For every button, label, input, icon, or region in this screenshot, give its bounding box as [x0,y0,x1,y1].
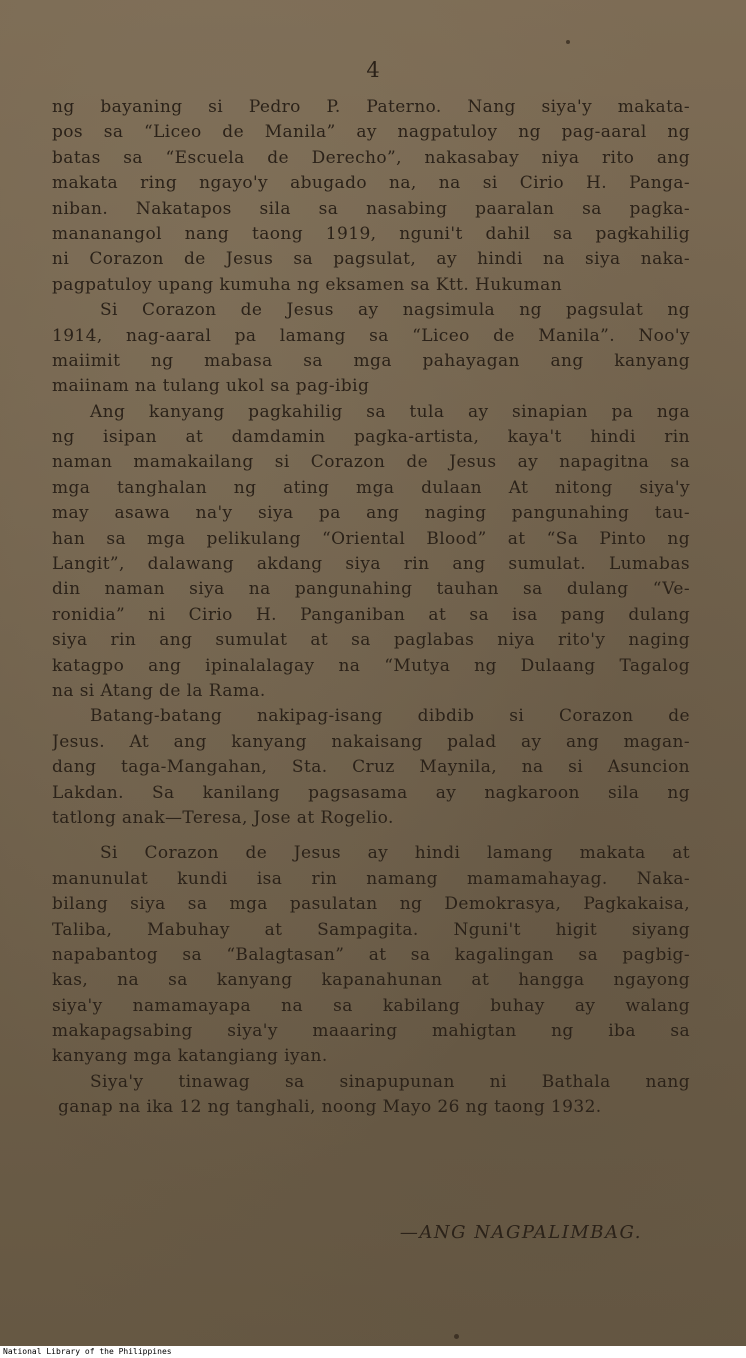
paragraph-gap [52,831,690,841]
text-line: batas sa “Escuela de Derecho”, nakasabay niya rito ang [52,147,690,168]
text-line: Jesus. At ang kanyang nakaisang palad ay ang magan- [52,731,690,752]
text-line: Batang-batang nakipag-isang dibdib si Corazon de [90,706,690,727]
text-line: mga tanghalan ng ating mga dulaan At nitong siya'y [52,477,690,498]
text-line: kas, na sa kanyang kapanahunan at hangga ngayong [52,970,690,991]
text-line: dang taga-Mangahan, Sta. Cruz Maynila, na si Asuncion [52,757,690,778]
text-line: Ang kanyang pagkahilig sa tula ay sinapian pa nga [90,401,690,422]
text-line: ganap na ika 12 ng tanghali, noong Mayo 26 ng taong 1932. [58,1097,602,1118]
text-line: katagpo ang ipinalalagay na “Mutya ng Dulaang Tagalog [52,655,690,676]
text-line: ng isipan at damdamin pagka-artista, kaya't hindi rin [52,427,690,448]
text-line: makata ring ngayo'y abugado na, na si Cirio H. Panga- [52,173,690,194]
text-line: pos sa “Liceo de Manila” ay nagpatuloy ng pag-aaral ng [52,122,690,143]
text-line: naman mamakailang si Corazon de Jesus ay napagitna sa [52,452,690,473]
signature-line: —ANG NAGPALIMBAG. [399,1222,642,1243]
text-line: Si Corazon de Jesus ay nagsimula ng pagsulat ng [100,300,690,321]
text-line: 1914, nag-aaral pa lamang sa “Liceo de Manila”. Noo'y [52,325,690,346]
text-line: din naman siya na pangunahing tauhan sa dulang “Ve- [52,579,690,600]
ink-speck [454,1334,459,1339]
text-line: maiimit ng mabasa sa mga pahayagan ang kanyang [52,350,690,371]
text-line: ronidia” ni Cirio H. Panganiban at sa isa pang dulang [52,604,690,625]
library-credit: National Library of the Philippines [0,1346,746,1358]
text-line: bilang siya sa mga pasulatan ng Demokrasya, Pagkakaisa, [52,894,690,915]
text-line: Siya'y tinawag sa sinapupunan ni Bathala nang [90,1071,690,1092]
ink-speck [566,40,570,44]
text-line: siya'y namamayapa na sa kabilang buhay ay walang [52,995,690,1016]
text-line: makapagsabing siya'y maaaring mahigtan ng iba sa [52,1021,690,1042]
text-line: may asawa na'y siya pa ang naging pangunahing tau- [52,503,690,524]
text-line: Taliba, Mabuhay at Sampagita. Nguni't higit siyang [52,919,690,940]
text-line: Si Corazon de Jesus ay hindi lamang makata at [100,843,690,864]
page-number: 4 [366,58,380,82]
text-line: na si Atang de la Rama. [52,680,266,701]
text-line: mananangol nang taong 1919, nguni't dahil sa pagkahilig [52,223,690,244]
text-line: manunulat kundi isa rin namang mamamahayag. Naka- [52,868,690,889]
text-line: siya rin ang sumulat at sa paglabas niya rito'y naging [52,630,690,651]
text-line: han sa mga pelikulang “Oriental Blood” at “Sa Pinto ng [52,528,690,549]
text-line: niban. Nakatapos sila sa nasabing paaralan sa pagka- [52,198,690,219]
text-line: tatlong anak—Teresa, Jose at Rogelio. [52,807,394,828]
text-line: maiinam na tulang ukol sa pag-ibig [52,376,370,397]
text-line: Langit”, dalawang akdang siya rin ang sumulat. Lumabas [52,554,690,575]
text-line: ni Corazon de Jesus sa pagsulat, ay hindi na siya naka- [52,249,690,270]
text-line: napabantog sa “Balagtasan” at sa kagalingan sa pagbig- [52,944,690,965]
text-line: ng bayaning si Pedro P. Paterno. Nang siya'y makata- [52,97,690,117]
text-line: Lakdan. Sa kanilang pagsasama ay nagkaroon sila ng [52,782,690,803]
body-text [52,95,690,1121]
text-line: pagpatuloy upang kumuha ng eksamen sa Ktt. Hukuman [52,274,563,295]
text-line: kanyang mga katangiang iyan. [52,1046,328,1067]
